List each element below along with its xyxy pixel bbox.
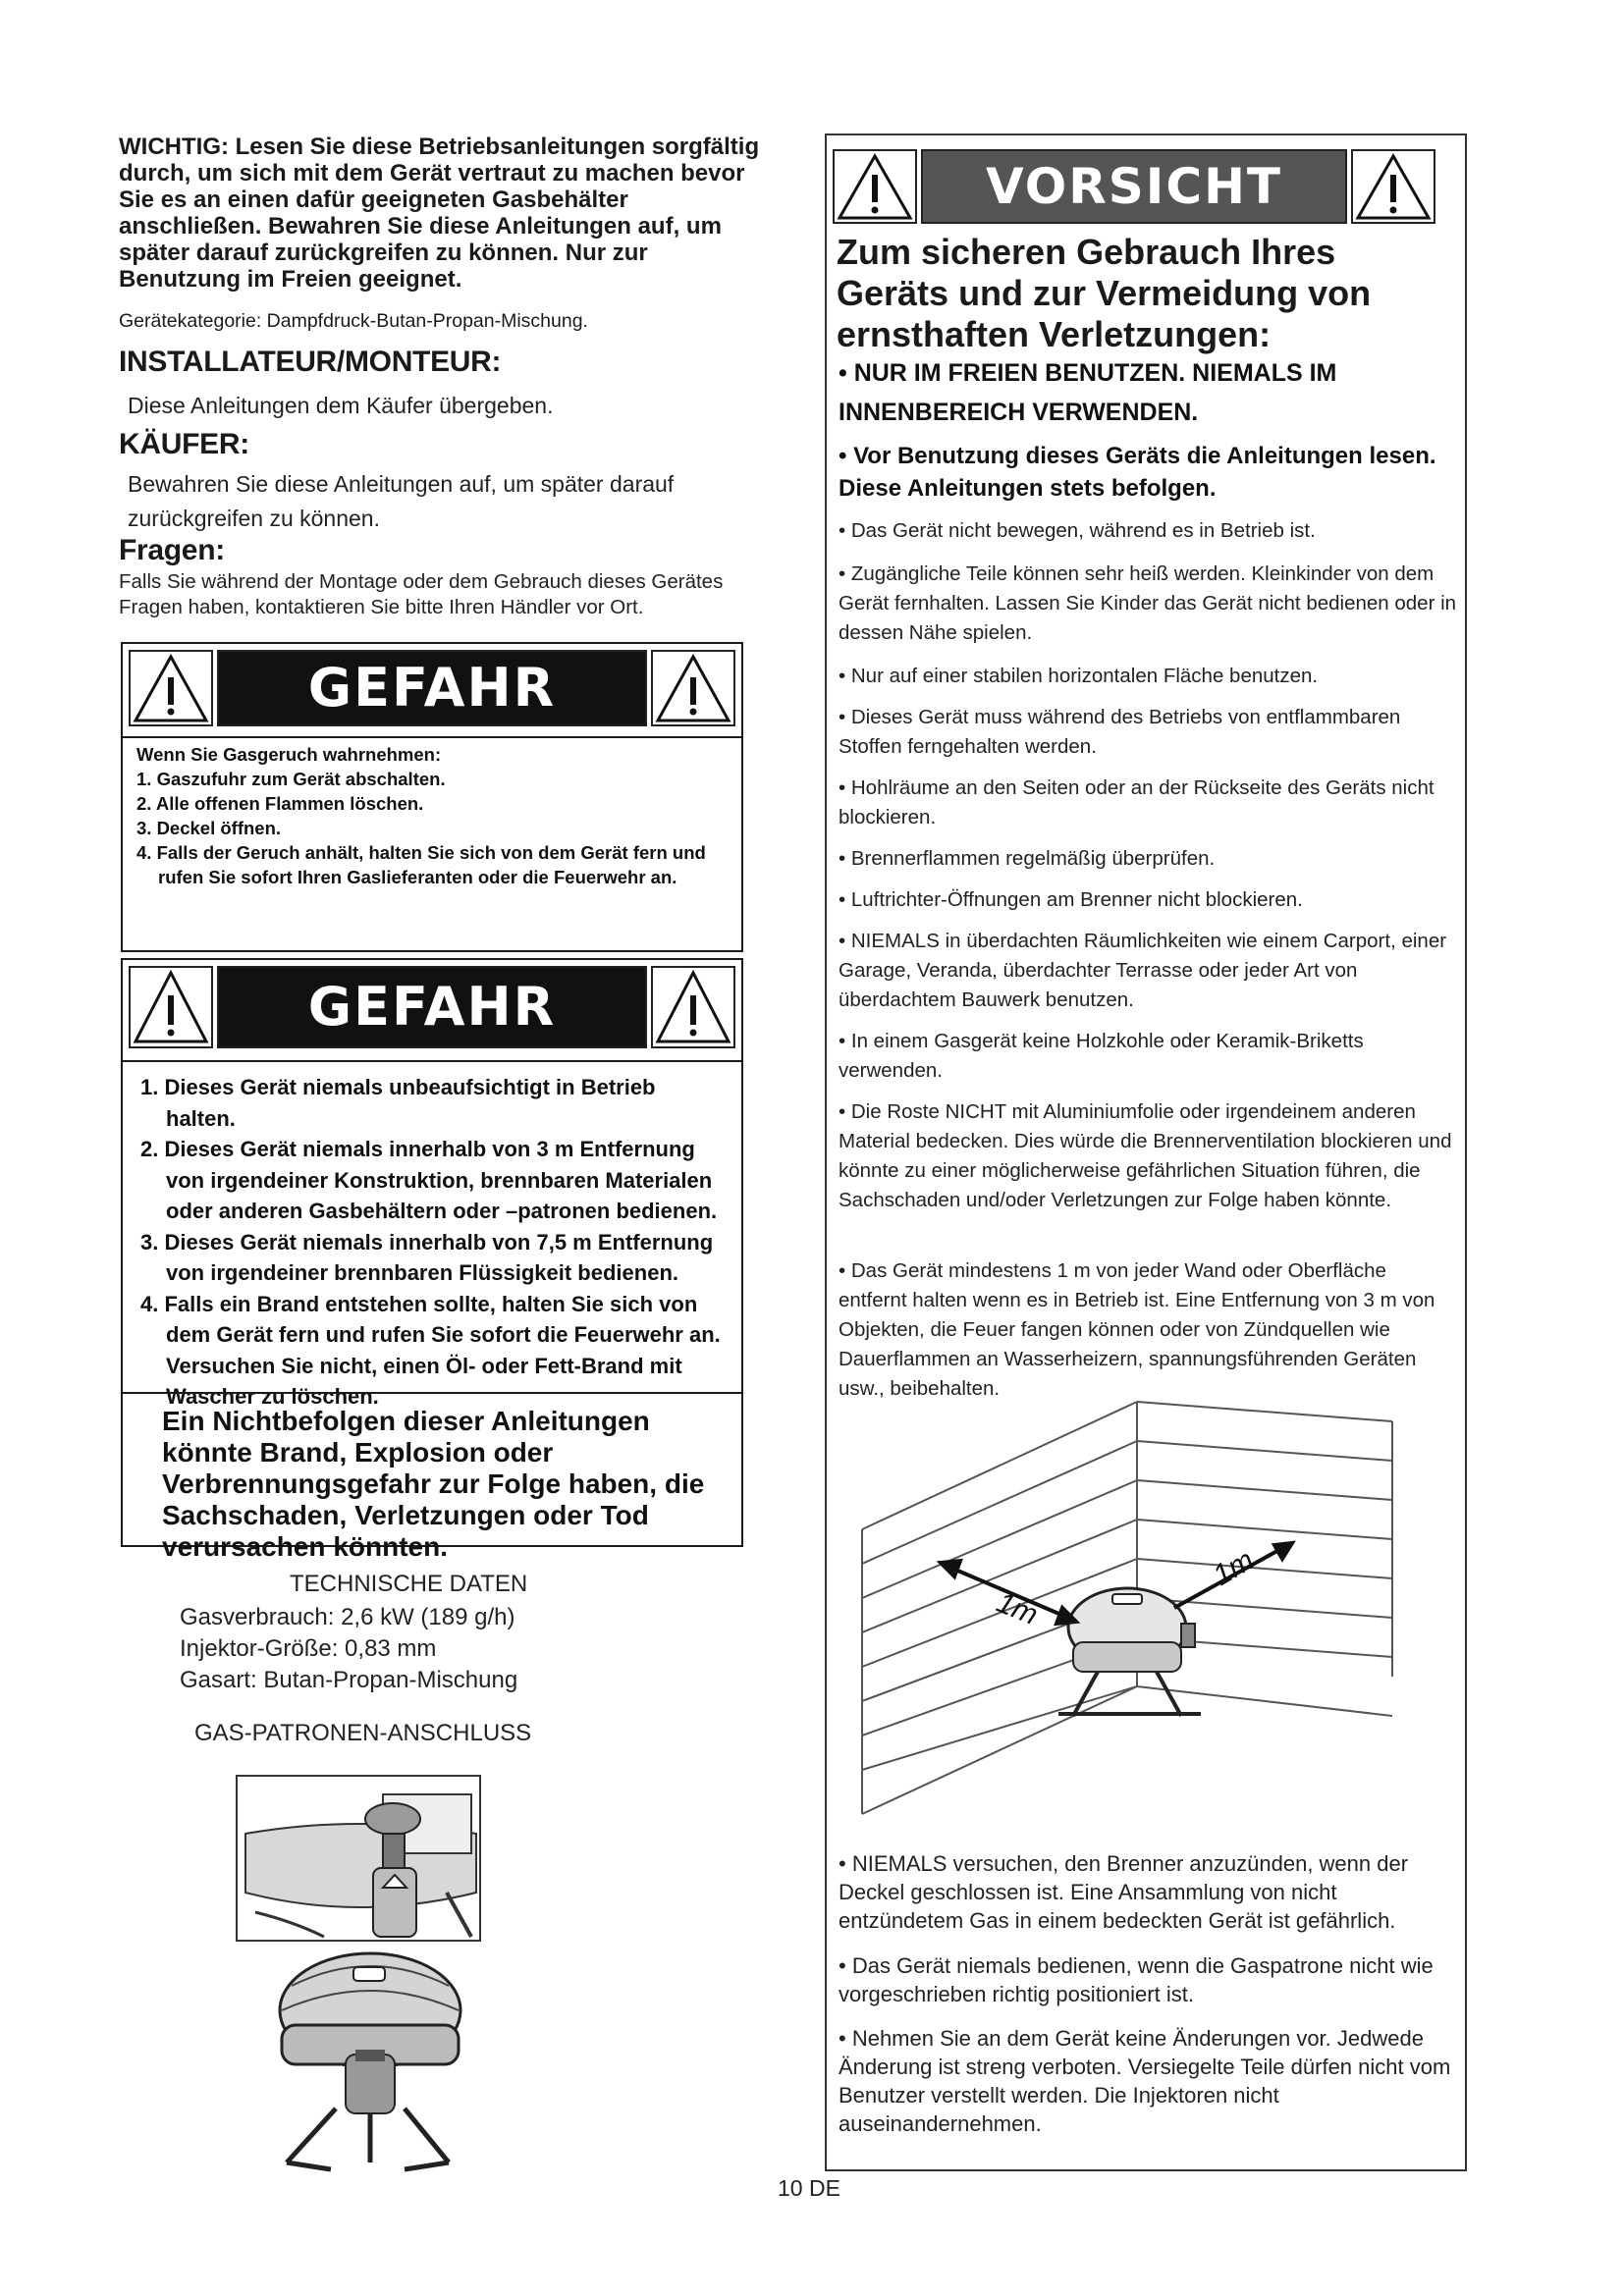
caution-bullet: • Das Gerät nicht bewegen, während es in Betrieb ist. bbox=[839, 519, 1316, 542]
caution-heading: Zum sicheren Gebrauch Ihres Geräts und zur Vermeidung von ernsthaften Verletzungen: bbox=[837, 232, 1372, 354]
caution-bullet: • NUR IM FREIEN BENUTZEN. NIEMALS IM INNENBEREICH VERWENDEN. bbox=[839, 359, 1337, 426]
danger-title: GEFAHR bbox=[217, 650, 647, 726]
caution-bullet: • Das Gerät niemals bedienen, wenn die Gaspatrone nicht wie vorgeschrieben richtig positioniert ist. bbox=[839, 1953, 1434, 2006]
danger1-step: 2. Alle offenen Flammen löschen. bbox=[136, 793, 424, 814]
danger2-item: 1. Dieses Gerät niemals unbeaufsichtigt in Betrieb halten. bbox=[140, 1075, 656, 1131]
danger-box-gas-smell bbox=[121, 642, 743, 952]
caution-bullet: • Luftrichter-Öffnungen am Brenner nicht blockieren. bbox=[839, 888, 1303, 911]
caution-banner bbox=[827, 143, 1465, 234]
danger1-step: 1. Gaszufuhr zum Gerät abschalten. bbox=[136, 769, 446, 789]
wall-clearance-illustration bbox=[862, 1402, 1412, 1814]
caution-bullet: • Hohlräume an den Seiten oder an der Rückseite des Geräts nicht blockieren. bbox=[839, 776, 1435, 828]
caution-bullet: • Das Gerät mindestens 1 m von jeder Wand oder Oberfläche entfernt halten wenn es in Betrieb ist. Eine Entfernung von 3 m von Objekten, die Feuer fangen können oder von Zündquellen wie Dauerflammen an Wasserheizern, spannungsführenden Geräten usw., beibehalten. bbox=[839, 1259, 1435, 1400]
warning-triangle-icon bbox=[651, 650, 735, 726]
caution-bullet: • Brennerflammen regelmäßig überprüfen. bbox=[839, 847, 1216, 870]
danger1-step: 3. Deckel öffnen. bbox=[136, 818, 282, 838]
warning-triangle-icon bbox=[129, 650, 213, 726]
caution-bullet: • NIEMALS versuchen, den Brenner anzuzünden, wenn der Deckel geschlossen ist. Eine Ansammlung von nicht entzündetem Gas in einem bedeckten Gerät ist gefährlich. bbox=[839, 1851, 1409, 1933]
caution-title-banner: VORSICHT bbox=[921, 149, 1347, 224]
warning-triangle-icon bbox=[833, 149, 917, 224]
cartridge-connection-illustration bbox=[236, 1775, 481, 1942]
tech-injector: Injektor-Größe: 0,83 mm bbox=[180, 1635, 437, 1662]
page-number: 10 DE bbox=[778, 2175, 840, 2201]
warning-triangle-icon bbox=[1351, 149, 1435, 224]
caution-bullet: • Die Roste NICHT mit Aluminiumfolie oder irgendeinem anderen Material bedecken. Dies würde die Brennerventilation blockieren und könnte zu einer möglicherweise gefährlichen Situation führen, die Sachschaden und/oder Verletzungen zur Folge haben könnte. bbox=[839, 1100, 1452, 1211]
tech-consumption: Gasverbrauch: 2,6 kW (189 g/h) bbox=[180, 1604, 515, 1630]
danger-banner bbox=[123, 644, 741, 736]
distance-label-left: 1m bbox=[992, 1585, 1043, 1632]
warning-triangle-icon bbox=[651, 966, 735, 1048]
danger2-item: 2. Dieses Gerät niemals innerhalb von 3 m Entfernung von irgendeiner Konstruktion, brennbaren Materialen oder anderen Gasbehältern oder –patronen bedienen. bbox=[140, 1137, 718, 1223]
buyer-text: Bewahren Sie diese Anleitungen auf, um später darauf zurückgreifen zu können. bbox=[128, 471, 675, 531]
grill-with-cartridge-illustration bbox=[257, 1942, 473, 2177]
danger-banner bbox=[123, 960, 741, 1058]
installer-heading: INSTALLATEUR/MONTEUR: bbox=[119, 346, 502, 378]
caution-box bbox=[825, 133, 1467, 2171]
caution-bullet: • Zugängliche Teile können sehr heiß werden. Kleinkinder von dem Gerät fernhalten. Lassen Sie Kinder das Gerät nicht bedienen oder in dessen Nähe spielen. bbox=[839, 562, 1457, 644]
questions-text: Falls Sie während der Montage oder dem Gebrauch dieses Gerätes Fragen haben, kontaktieren Sie bitte Ihren Händler vor Ort. bbox=[119, 570, 724, 618]
questions-heading: Fragen: bbox=[119, 534, 225, 566]
danger2-footer: Ein Nichtbefolgen dieser Anleitungen könnte Brand, Explosion oder Verbrennungsgefahr zur Folge haben, die Sachschaden, Verletzungen oder Tod verursachen könnten. bbox=[162, 1406, 705, 1562]
danger2-item: 4. Falls ein Brand entstehen sollte, halten Sie sich von dem Gerät fern und rufen Sie sofort die Feuerwehr an. Versuchen Sie nicht, einen Öl- oder Fett-Brand mit Wascher zu löschen. bbox=[140, 1291, 721, 1409]
tech-gastype: Gasart: Butan-Propan-Mischung bbox=[180, 1667, 518, 1693]
device-category: Gerätekategorie: Dampfdruck-Butan-Propan-Mischung. bbox=[119, 310, 588, 332]
installer-text: Diese Anleitungen dem Käufer übergeben. bbox=[128, 393, 554, 418]
danger2-item: 3. Dieses Gerät niemals innerhalb von 7,5 m Entfernung von irgendeiner brennbaren Flüssigkeit bedienen. bbox=[140, 1229, 714, 1285]
caution-bullet: • In einem Gasgerät keine Holzkohle oder Keramik-Briketts verwenden. bbox=[839, 1030, 1364, 1082]
caution-bullet: • NIEMALS in überdachten Räumlichkeiten wie einem Carport, einer Garage, Veranda, überdachter Terrasse oder jeder Art von überdachtem Bauwerk benutzen. bbox=[839, 930, 1447, 1011]
distance-label-right: 1m bbox=[1208, 1543, 1260, 1593]
cartridge-heading: GAS-PATRONEN-ANSCHLUSS bbox=[194, 1720, 532, 1746]
caution-bullet: • Dieses Gerät muss während des Betriebs von entflammbaren Stoffen ferngehalten werden. bbox=[839, 706, 1401, 758]
caution-bullet: • Vor Benutzung dieses Geräts die Anleitungen lesen. Diese Anleitungen stets befolgen. bbox=[839, 443, 1436, 502]
intro-warning: WICHTIG: Lesen Sie diese Betriebsanleitungen sorgfältig durch, um sich mit dem Gerät vertraut zu machen bevor Sie es an einen dafür geeigneten Gasbehälter anschließen. Bewahren Sie diese Anleitungen auf, um später darauf zurückgreifen zu können. Nur zur Benutzung im Freien geeignet. bbox=[119, 133, 760, 293]
danger1-intro: Wenn Sie Gasgeruch wahrnehmen: bbox=[136, 744, 442, 765]
caution-bullet: • Nur auf einer stabilen horizontalen Fläche benutzen. bbox=[839, 665, 1319, 687]
caution-bullet: • Nehmen Sie an dem Gerät keine Änderungen vor. Jedwede Änderung ist streng verboten. Versiegelte Teile dürfen nicht vom Benutzer verstellt werden. Die Injektoren nicht auseinandernehmen. bbox=[839, 2026, 1451, 2136]
tech-title: TECHNISCHE DATEN bbox=[290, 1571, 528, 1597]
warning-triangle-icon bbox=[129, 966, 213, 1048]
buyer-heading: KÄUFER: bbox=[119, 428, 249, 460]
danger-title: GEFAHR bbox=[217, 966, 647, 1048]
danger-box-operation bbox=[121, 958, 743, 1562]
danger1-step: 4. Falls der Geruch anhält, halten Sie sich von dem Gerät fern und rufen Sie sofort Ihren Gaslieferanten oder die Feuerwehr an. bbox=[136, 842, 706, 887]
